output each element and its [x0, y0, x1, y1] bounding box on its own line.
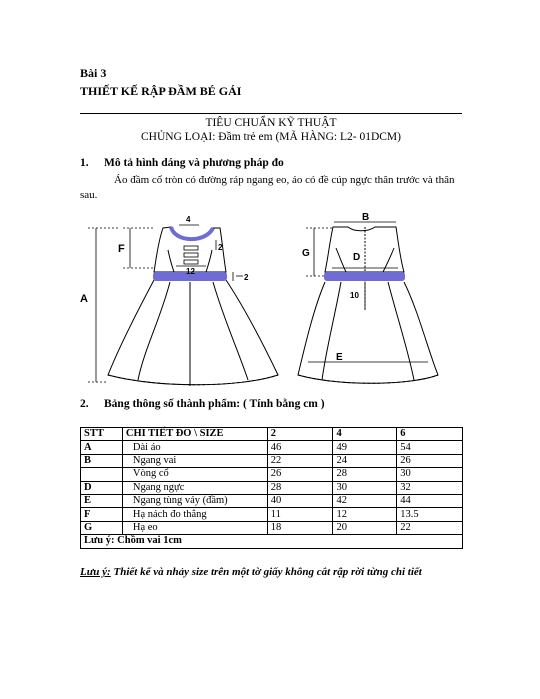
front-fold-label: 12: [186, 267, 195, 276]
cell-size: 28: [333, 468, 397, 481]
back-zip-label: 10: [350, 291, 359, 300]
cell-size: 20: [333, 521, 397, 534]
dress-figure: [78, 210, 468, 390]
section2-heading: Bảng thông số thành phẩm: ( Tính bằng cm ): [104, 398, 325, 410]
lesson-number: Bài 3: [80, 66, 107, 80]
col-size-2: 2: [267, 428, 333, 441]
table-footnote: Lưu ý: Chồm vai 1cm: [81, 535, 463, 548]
cell-size: 18: [267, 521, 333, 534]
cell-size: 40: [267, 494, 333, 507]
cell-name: Hạ eo: [122, 521, 267, 534]
section1-heading: Mô tả hình dáng và phương pháp đo: [104, 157, 284, 169]
dress-front-view: [108, 227, 278, 386]
cell-stt: E: [81, 494, 123, 507]
table-row: [81, 454, 463, 467]
section2-number: 2.: [80, 398, 89, 410]
front-waist-label: 2: [244, 273, 249, 282]
cell-size: 26: [397, 454, 463, 467]
cell-size: 12: [333, 508, 397, 521]
cell-size: 30: [397, 468, 463, 481]
lesson-title: THIẾT KẾ RẬP ĐẦM BÉ GÁI: [80, 84, 242, 98]
section1-paragraph: Áo đầm cổ tròn có đường ráp ngang eo, áo có đề cúp ngực thân trước và thân sau.: [80, 174, 455, 201]
cell-name: Ngang tùng váy (đầm): [122, 494, 267, 507]
table-row: [81, 508, 463, 521]
cell-stt: [81, 468, 123, 481]
col-detail: CHI TIẾT ĐO \ SIZE: [122, 428, 267, 441]
cell-size: 22: [397, 521, 463, 534]
cell-size: 26: [267, 468, 333, 481]
cell-name: Ngang ngực: [122, 481, 267, 494]
table-row: [81, 468, 463, 481]
cell-size: 13.5: [397, 508, 463, 521]
front-A-label: A: [80, 293, 88, 305]
front-F-label: F: [118, 243, 125, 255]
section1-number: 1.: [80, 157, 89, 169]
back-G-label: G: [302, 248, 310, 259]
cell-name: Dài áo: [122, 441, 267, 454]
standard-title: TIÊU CHUẨN KỸ THUẬT: [205, 117, 337, 129]
divider: [80, 113, 462, 114]
cell-stt: D: [81, 481, 123, 494]
cell-stt: B: [81, 454, 123, 467]
cell-name: Hạ nách đo thẳng: [122, 508, 267, 521]
back-D-label: D: [353, 252, 361, 263]
back-waist-band: [324, 272, 405, 281]
front-buttons: [184, 246, 198, 264]
cell-name: Ngang vai: [122, 454, 267, 467]
bottom-note-label: Lưu ý:: [80, 566, 111, 578]
back-B-label: B: [362, 212, 370, 223]
cell-size: 32: [397, 481, 463, 494]
table-row: [81, 441, 463, 454]
cell-size: 42: [333, 494, 397, 507]
front-neck-label: 4: [186, 215, 191, 224]
table-header-row: [81, 428, 463, 441]
col-stt: STT: [81, 428, 123, 441]
spec-table: [80, 427, 463, 549]
cell-size: 22: [267, 454, 333, 467]
front-side-label: 2: [218, 243, 223, 252]
bottom-note: [80, 566, 422, 578]
cell-size: 44: [397, 494, 463, 507]
cell-size: 24: [333, 454, 397, 467]
cell-stt: A: [81, 441, 123, 454]
table-row: [81, 481, 463, 494]
cell-size: 54: [397, 441, 463, 454]
cell-stt: F: [81, 508, 123, 521]
table-row: [81, 494, 463, 507]
cell-stt: G: [81, 521, 123, 534]
cell-size: 46: [267, 441, 333, 454]
dress-back-view: [298, 227, 438, 383]
back-dimension-lines: [306, 222, 428, 362]
table-footnote-row: [81, 535, 463, 548]
cell-name: Vòng cổ: [122, 468, 267, 481]
standard-category: CHỦNG LOẠI: Đầm trẻ em (MÃ HÀNG: L2- 01DCM): [141, 131, 401, 143]
back-E-label: E: [336, 352, 343, 363]
cell-size: 11: [267, 508, 333, 521]
col-size-6: 6: [397, 428, 463, 441]
cell-size: 28: [267, 481, 333, 494]
cell-size: 49: [333, 441, 397, 454]
cell-size: 30: [333, 481, 397, 494]
table-row: [81, 521, 463, 534]
col-size-4: 4: [333, 428, 397, 441]
bottom-note-text: Thiết kế và nhảy size trên một tờ giấy không cắt rập rời từng chi tiết: [110, 566, 422, 578]
